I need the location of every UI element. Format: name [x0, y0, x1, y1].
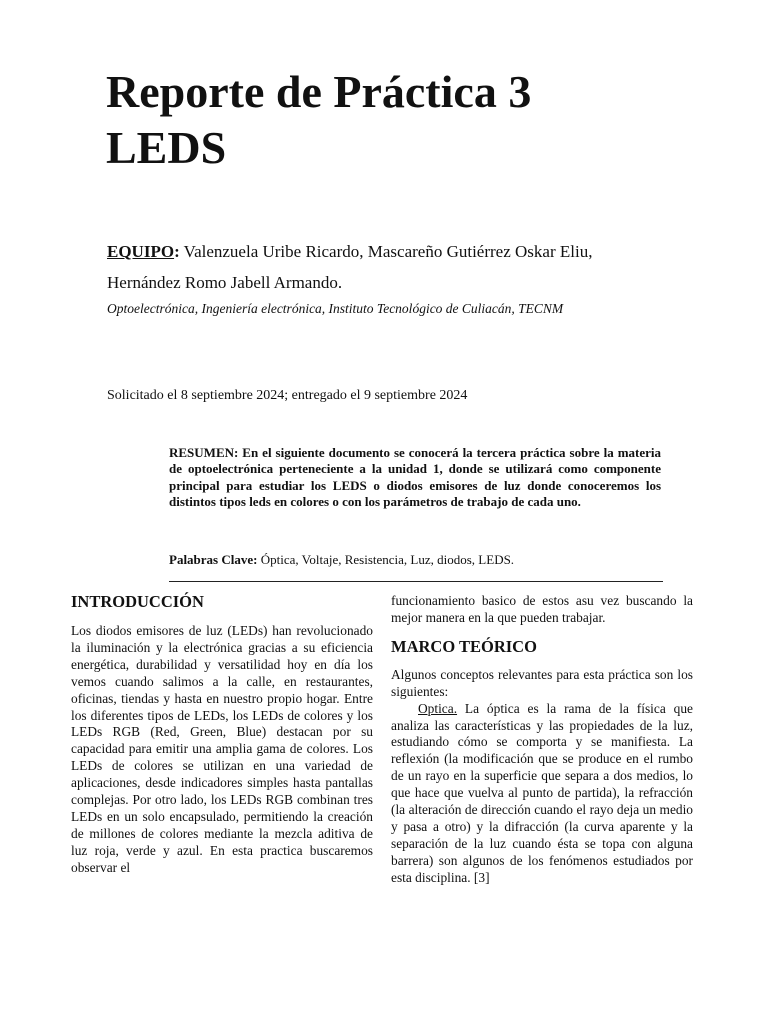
- document-title: [106, 64, 706, 176]
- optica-term: Optica.: [418, 700, 458, 716]
- marco-teorico-heading: MARCO TEÓRICO: [391, 636, 537, 656]
- introduction-text: Los diodos emisores de luz (LEDs) han revolucionado la iluminación y la electrónica gracias a su eficiencia energética, durabilidad y versatilidad hoy en día los vemos cuando salimos a la calle, en restaurantes, oficinas, tiendas y hasta en nuestro propio hogar. Entre los diferentes tipos de LEDs, los LEDs de colores y los LEDs RGB (Red, Green, Blue) destacan por su capacidad para emitir una amplia gama de colores. Los LEDs de colores se utilizan en una variedad de aplicaciones, desde indicadores simples hasta pantallas complejas. Por otro lado, los LEDs RGB combinan tres LEDs en un solo encapsulado, permitiendo la creación de millones de colores mediante la mezcla aditiva de luz roja, verde y azul. En esta practica buscaremos observar el: [71, 623, 373, 875]
- team-members-line-1: Valenzuela Uribe Ricardo, Mascareño Gutiérrez Oskar Eliu,: [179, 242, 593, 261]
- keywords: [169, 551, 661, 568]
- right-column: [391, 593, 693, 887]
- optica-text: La óptica es la rama de la física que analiza las características y las propiedades de la luz, estudiando cómo se comporta y se manifiesta. La reflexión (la modificación que se produce en el rumbo de un rayo en la superficie que separa a dos medios, lo que hace que vuelva al punto de partida), la refracción (la alteración de dirección cuando el rayo deja un medio y pasa a otro) y la difracción (la curva aparente y la separación de la luz cuando ésta se topa con alguna barrera) son algunos de los fenómenos estudiados por esta disciplina. [3]: [391, 700, 693, 885]
- team-members-line-2: Hernández Romo Jabell Armando.: [107, 273, 343, 292]
- affiliation: Optoelectrónica, Ingeniería electrónica, Instituto Tecnológico de Culiacán, TECNM: [107, 301, 564, 316]
- title-line-2: LEDS: [106, 122, 227, 173]
- left-column: [71, 592, 373, 877]
- introduction-continuation: funcionamiento basico de estos asu vez buscando la mejor manera en la que pueden trabajar.: [391, 593, 693, 625]
- title-line-1: Reporte de Práctica 3: [106, 66, 532, 117]
- team-label: EQUIPO: [107, 242, 175, 261]
- submission-dates: Solicitado el 8 septiembre 2024; entregado el 9 septiembre 2024: [107, 388, 468, 403]
- abstract: RESUMEN: En el siguiente documento se conocerá la tercera práctica sobre la materia de optoelectrónica perteneciente a la unidad 1, donde se utilizará como componente principal para estudiar los LEDS o diodos emisores de luz donde conoceremos los distintos tipos leds en colores o con los parámetros de trabajo de cada uno.: [169, 445, 661, 510]
- optica-definition: [391, 701, 693, 887]
- introduction-heading: INTRODUCCIÓN: [71, 592, 204, 611]
- keywords-list: Óptica, Voltaje, Resistencia, Luz, diodos, LEDS.: [257, 552, 515, 567]
- section-divider: [169, 581, 663, 582]
- author-list: EQUIPO: Valenzuela Uribe Ricardo, Mascareño Gutiérrez Oskar Eliu, Hernández Romo Jabell Armando.: [107, 242, 593, 292]
- marco-teorico-intro: Algunos conceptos relevantes para esta práctica son los siguientes:: [391, 666, 693, 699]
- keywords-label: Palabras Clave:: [169, 552, 258, 567]
